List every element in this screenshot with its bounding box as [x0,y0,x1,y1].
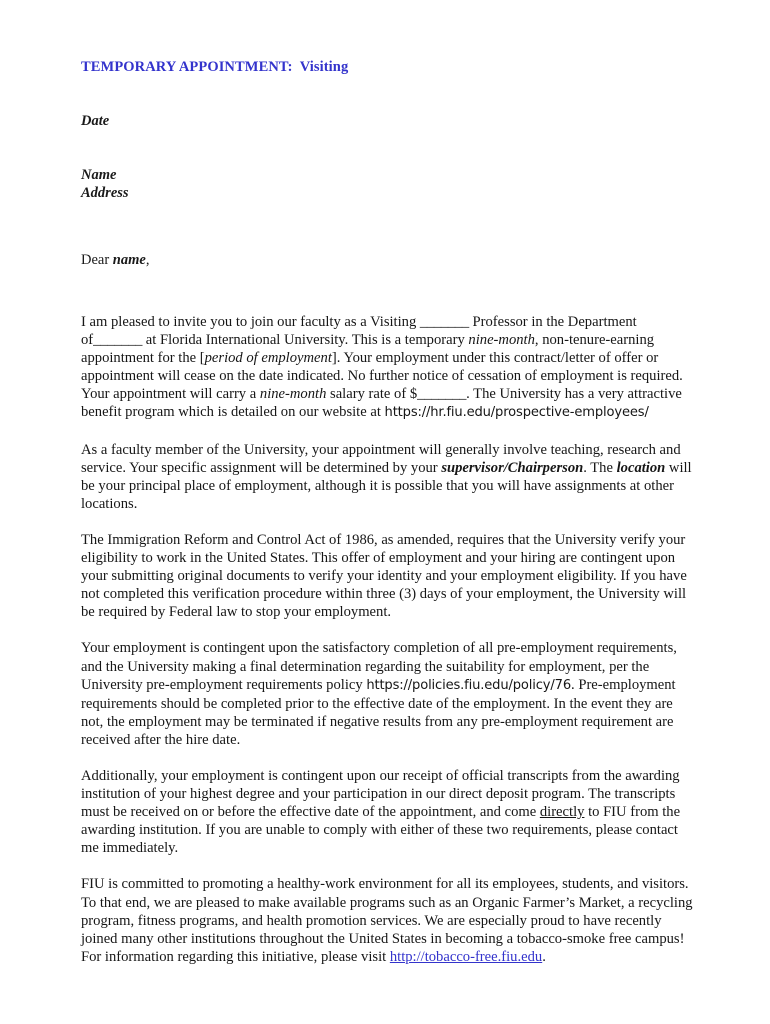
paragraph-healthy-work [81,875,693,965]
date-field-placeholder: Date [81,113,110,129]
p1-seg7: . The University has a very attractive benefit program which is detailed on our website at [81,386,682,421]
p5-seg2: to FIU from the awarding institution. If you are unable to comply with either of these two requirements, please contact me immediately. [81,804,681,857]
p2-seg1: As a faculty member of the University, your appointment will generally involve teaching, research and service. Your specific assignment will be determined by your [81,441,681,476]
p1-seg6: salary rate of $ [326,386,418,403]
p6-seg2: . [542,948,546,965]
salutation-greeting: Dear [81,252,113,268]
page-title: TEMPORARY APPOINTMENT: Visiting [81,59,349,75]
p1-blank-salary: _______ [417,386,467,403]
paragraph-assignment [81,441,693,513]
salutation-name-placeholder: name [112,252,146,268]
paragraph-transcripts [81,767,693,857]
hr-benefits-url[interactable]: https://hr.fiu.edu/prospective-employees/ [384,405,649,421]
p6-seg1: FIU is committed to promoting a healthy-work environment for all its employees, students, and visitors. To that end, we are pleased to make available programs such as an Organic Farmer’s Market, a recycling program, fitness programs, and health promotion services. We are especially proud to have recently joined many other institutions throughout the United States in becoming a tobacco-smoke free campus! For information regarding this initiative, please visit [81,876,693,965]
policy-url[interactable]: https://policies.fiu.edu/policy/76 [366,677,572,693]
p1-seg5: ]. Your employment under this contract/letter of offer or appointment will cease on the date indicated. No further notice of cessation of employment is required. Your appointment will carry a [81,350,683,403]
salutation [81,251,693,269]
p2-seg2: . The [583,459,617,476]
p1-emphasis-nine-month-2: nine-month [259,386,327,403]
p1-blank-discipline: _______ [419,314,469,330]
letter-body [81,58,693,966]
p1-seg2: Professor in the Department of [81,314,637,349]
paragraph-immigration: The Immigration Reform and Control Act of 1986, as amended, requires that the University verify your eligibility to work in the United States. This offer of employment and your hiring are contingent upon your submitting original documents to verify your identity and your employment eligibility. If you have not completed this verification procedure within three (3) days of your employment, the University will be required by Federal law to stop your employment. [81,531,687,621]
p4-seg2: . Pre-employment requirements should be completed prior to the effective date of the employment. In the event they are not, the employment may be terminated if negative results from any pre-employment requirement are received after the hire date. [81,676,676,748]
p1-seg3: at Florida International University. This is a temporary [142,332,469,349]
p4-seg1: Your employment is contingent upon the satisfactory completion of all pre-employment requirements, and the University making a final determination regarding the suitability for employment, per the University pre-employment requirements policy [81,640,677,693]
p1-seg1: I am pleased to invite you to join our faculty as a Visiting [81,314,420,330]
p2-seg3: will be your principal place of employment, although it is possible that you will have assignments at other locations. [81,459,692,512]
recipient-address-placeholder: Address [81,185,129,201]
p5-underline-directly: directly [539,804,585,821]
p1-blank-department: _______ [93,332,143,349]
p2-emphasis-location: location [616,459,666,476]
recipient-name-placeholder: Name [81,167,117,183]
p5-seg1: Additionally, your employment is contingent upon our receipt of official transcripts from the awarding institution of your highest degree and your participation in our direct deposit program. The transcripts must be received on or before the effective date of the appointment, and come [81,767,680,821]
salutation-comma: , [145,252,150,268]
p1-seg4: , non-tenure-earning appointment for the [ [81,332,655,367]
p2-emphasis-supervisor: supervisor/Chairperson [441,459,584,476]
p1-emphasis-nine-month-1: nine-month [468,332,535,349]
paragraph-pre-employment [81,639,693,749]
paragraph-invitation [81,313,693,423]
p1-emphasis-period-of-employment: period of employment [204,350,332,367]
tobacco-free-link[interactable]: http://tobacco-free.fiu.edu [389,948,543,965]
